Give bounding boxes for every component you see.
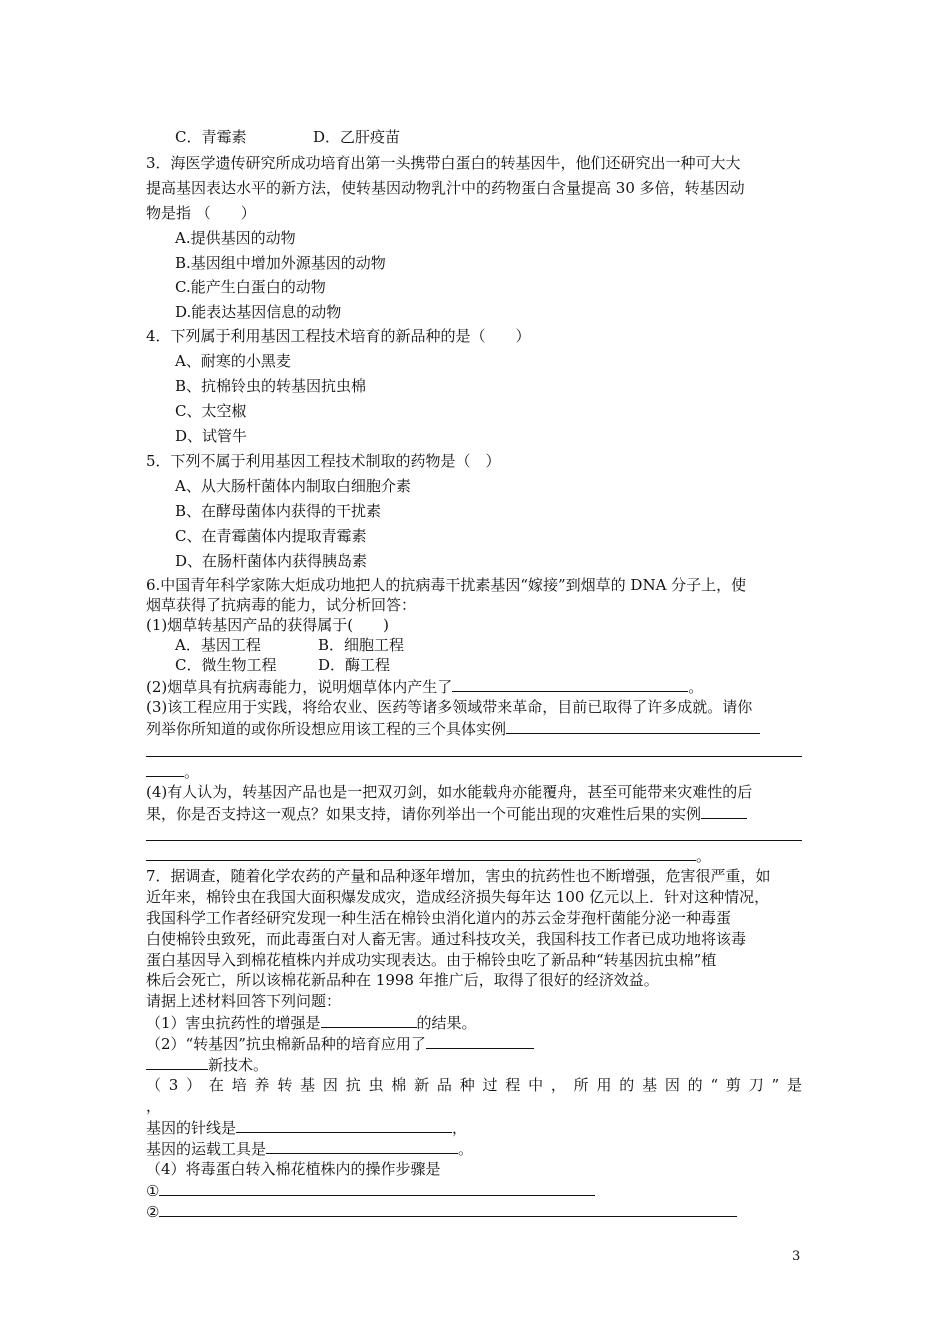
q6-part4-answer-blank-1[interactable] <box>701 803 747 819</box>
q6-part1: (1)烟草转基因产品的获得属于( ) <box>146 616 389 634</box>
q7-part3-line1-end: ， <box>146 1097 162 1115</box>
q5-option-c: C、在青霉菌体内提取青霉素 <box>175 527 367 545</box>
q6-part3-line2 <box>146 718 760 739</box>
q7-part2 <box>146 1033 534 1054</box>
q6-part4-answer-blank-2[interactable] <box>146 840 802 841</box>
q4-stem: 4．下列属于利用基因工程技术培育的新品种的是（ ） <box>146 327 531 345</box>
q7-prompt: 请据上述材料回答下列问题： <box>146 992 342 1010</box>
q5-stem: 5．下列不属于利用基因工程技术制取的药物是（ ） <box>146 452 501 470</box>
q7-part3-vector-blank[interactable] <box>266 1138 458 1154</box>
q6-part4-line1: (4)有人认为，转基因产品也是一把双刃剑，如水能载舟亦能覆舟，甚至可能带来灾难性的后 <box>146 783 753 801</box>
q6-part1-option-b: B．细胞工程 <box>318 636 405 654</box>
q6-part4-line4 <box>146 845 711 866</box>
q6-part1-option-c: C．微生物工程 <box>175 656 277 674</box>
q7-part4-step2 <box>146 1201 737 1222</box>
q6-part3-text: 列举你所知道的或你所设想应用该工程的三个具体实例 <box>146 720 507 738</box>
q7-part2-end: 新技术。 <box>208 1056 269 1074</box>
q6-part4-text: 果，你是否支持这一观点？如果支持，请你列举出一个可能出现的灾难性后果的实例 <box>146 805 702 823</box>
q6-part3-answer-blank-3[interactable] <box>146 761 184 777</box>
q6-part2-answer-blank[interactable] <box>452 676 688 692</box>
q6-part1-option-a: A．基因工程 <box>175 636 261 654</box>
q3-option-b: B.基因组中增加外源基因的动物 <box>175 254 386 272</box>
q7-part3-vector-text: 基因的运载工具是 <box>146 1140 267 1158</box>
q7-step2-answer-blank[interactable] <box>159 1201 737 1217</box>
q7-part2-answer-blank-2[interactable] <box>146 1054 208 1070</box>
q7-part3-needle-blank[interactable] <box>236 1117 452 1133</box>
q2-option-d: D．乙肝疫苗 <box>313 128 401 146</box>
q6-part3-answer-blank-1[interactable] <box>506 718 760 734</box>
q7-stem-line4: 白使棉铃虫致死，而此毒蛋白对人畜无害。通过科技攻关，我国科技工作者已成功地将该毒 <box>146 930 747 948</box>
q7-part3-needle-end: ， <box>452 1119 468 1137</box>
q5-option-d: D、在肠杆菌体内获得胰岛素 <box>175 552 368 570</box>
q3-stem-line2: 提高基因表达水平的新方法，使转基因动物乳汁中的药物蛋白含量提高 30 多倍，转基因动 <box>146 179 745 197</box>
q7-part3-line3 <box>146 1138 473 1159</box>
q6-part4-end: 。 <box>696 847 712 865</box>
q6-part4-line2 <box>146 803 747 824</box>
q7-part3-line1: （3）在培养转基因抗虫棉新品种过程中，所用的基因的“剪刀”是 <box>146 1076 802 1094</box>
q6-part3-answer-blank-2[interactable] <box>146 756 802 757</box>
q6-part3-end: 。 <box>184 763 200 781</box>
q7-part1-answer-blank[interactable] <box>321 1012 417 1028</box>
q7-step1-marker: ① <box>146 1182 160 1200</box>
q6-part2-end: 。 <box>688 678 704 696</box>
q6-stem-line2: 烟草获得了抗病毒的能力，试分析回答： <box>146 596 417 614</box>
q7-part2-answer-blank-1[interactable] <box>426 1033 534 1049</box>
q7-part1 <box>146 1012 477 1033</box>
q3-stem-line3: 物是指 （ ） <box>146 204 256 222</box>
q6-part2 <box>146 676 703 697</box>
q6-part4-answer-blank-3[interactable] <box>146 845 696 861</box>
q7-part1-text: （1）害虫抗药性的增强是 <box>146 1014 321 1032</box>
q2-option-c: C．青霉素 <box>175 128 247 146</box>
q7-step1-answer-blank[interactable] <box>159 1180 595 1196</box>
q3-option-d: D.能表达基因信息的动物 <box>175 303 342 321</box>
q7-part4: （4）将毒蛋白转入棉花植株内的操作步骤是 <box>146 1160 441 1178</box>
q7-part4-step1 <box>146 1180 595 1201</box>
q4-option-b: B、抗棉铃虫的转基因抗虫棉 <box>175 377 367 395</box>
q7-part2-text: （2）“转基因”抗虫棉新品种的培育应用了 <box>146 1035 426 1053</box>
q7-part1-end: 的结果。 <box>416 1014 477 1032</box>
q3-option-c: C.能产生白蛋白的动物 <box>175 278 326 296</box>
q6-stem-line1: 6.中国青年科学家陈大炬成功地把人的抗病毒干扰素基因“嫁接”到烟草的 DNA 分子上，使 <box>146 576 747 594</box>
q7-stem-line5: 蛋白基因导入到棉花植株内并成功实现表达。由于棉铃虫吃了新品种“转基因抗虫棉”植 <box>146 951 717 969</box>
q7-part3-line2 <box>146 1117 467 1138</box>
q7-stem-line6: 株后会死亡，所以该棉花新品种在 1998 年推广后，取得了很好的经济效益。 <box>146 971 659 989</box>
q6-part3-line4 <box>146 761 199 782</box>
page-number: 3 <box>792 1249 801 1264</box>
q7-part2-line2 <box>146 1054 268 1075</box>
q4-option-c: C、太空椒 <box>175 402 247 420</box>
q4-option-a: A、耐寒的小黑麦 <box>175 352 291 370</box>
q7-stem-line2: 近年来，棉铃虫在我国大面积爆发成灾，造成经济损失每年达 100 亿元以上．针对这种情况， <box>146 888 770 906</box>
q5-option-a: A、从大肠杆菌体内制取白细胞介素 <box>175 477 411 495</box>
q4-option-d: D、试管牛 <box>175 427 248 445</box>
q7-part3-vector-end: 。 <box>458 1140 474 1158</box>
q7-stem-line1: 7．据调查，随着化学农药的产量和品种逐年增加，害虫的抗药性也不断增强，危害很严重，如 <box>146 867 771 885</box>
q7-stem-line3: 我国科学工作者经研究发现一种生活在棉铃虫消化道内的苏云金芽孢杆菌能分泌一种毒蛋 <box>146 909 732 927</box>
q6-part2-text: (2)烟草具有抗病毒能力，说明烟草体内产生了 <box>146 678 453 696</box>
q7-step2-marker: ② <box>146 1203 160 1221</box>
q3-option-a: A.提供基因的动物 <box>175 229 296 247</box>
q3-stem-line1: 3．海医学遗传研究所成功培育出第一头携带白蛋白的转基因牛，他们还研究出一种可大大 <box>146 154 741 172</box>
q5-option-b: B、在酵母菌体内获得的干扰素 <box>175 502 382 520</box>
q7-part3-needle-text: 基因的针线是 <box>146 1119 237 1137</box>
q6-part3-line1: (3)该工程应用于实践，将给农业、医药等诸多领域带来革命，目前已取得了许多成就。请你 <box>146 698 753 716</box>
q6-part1-option-d: D．酶工程 <box>318 656 391 674</box>
